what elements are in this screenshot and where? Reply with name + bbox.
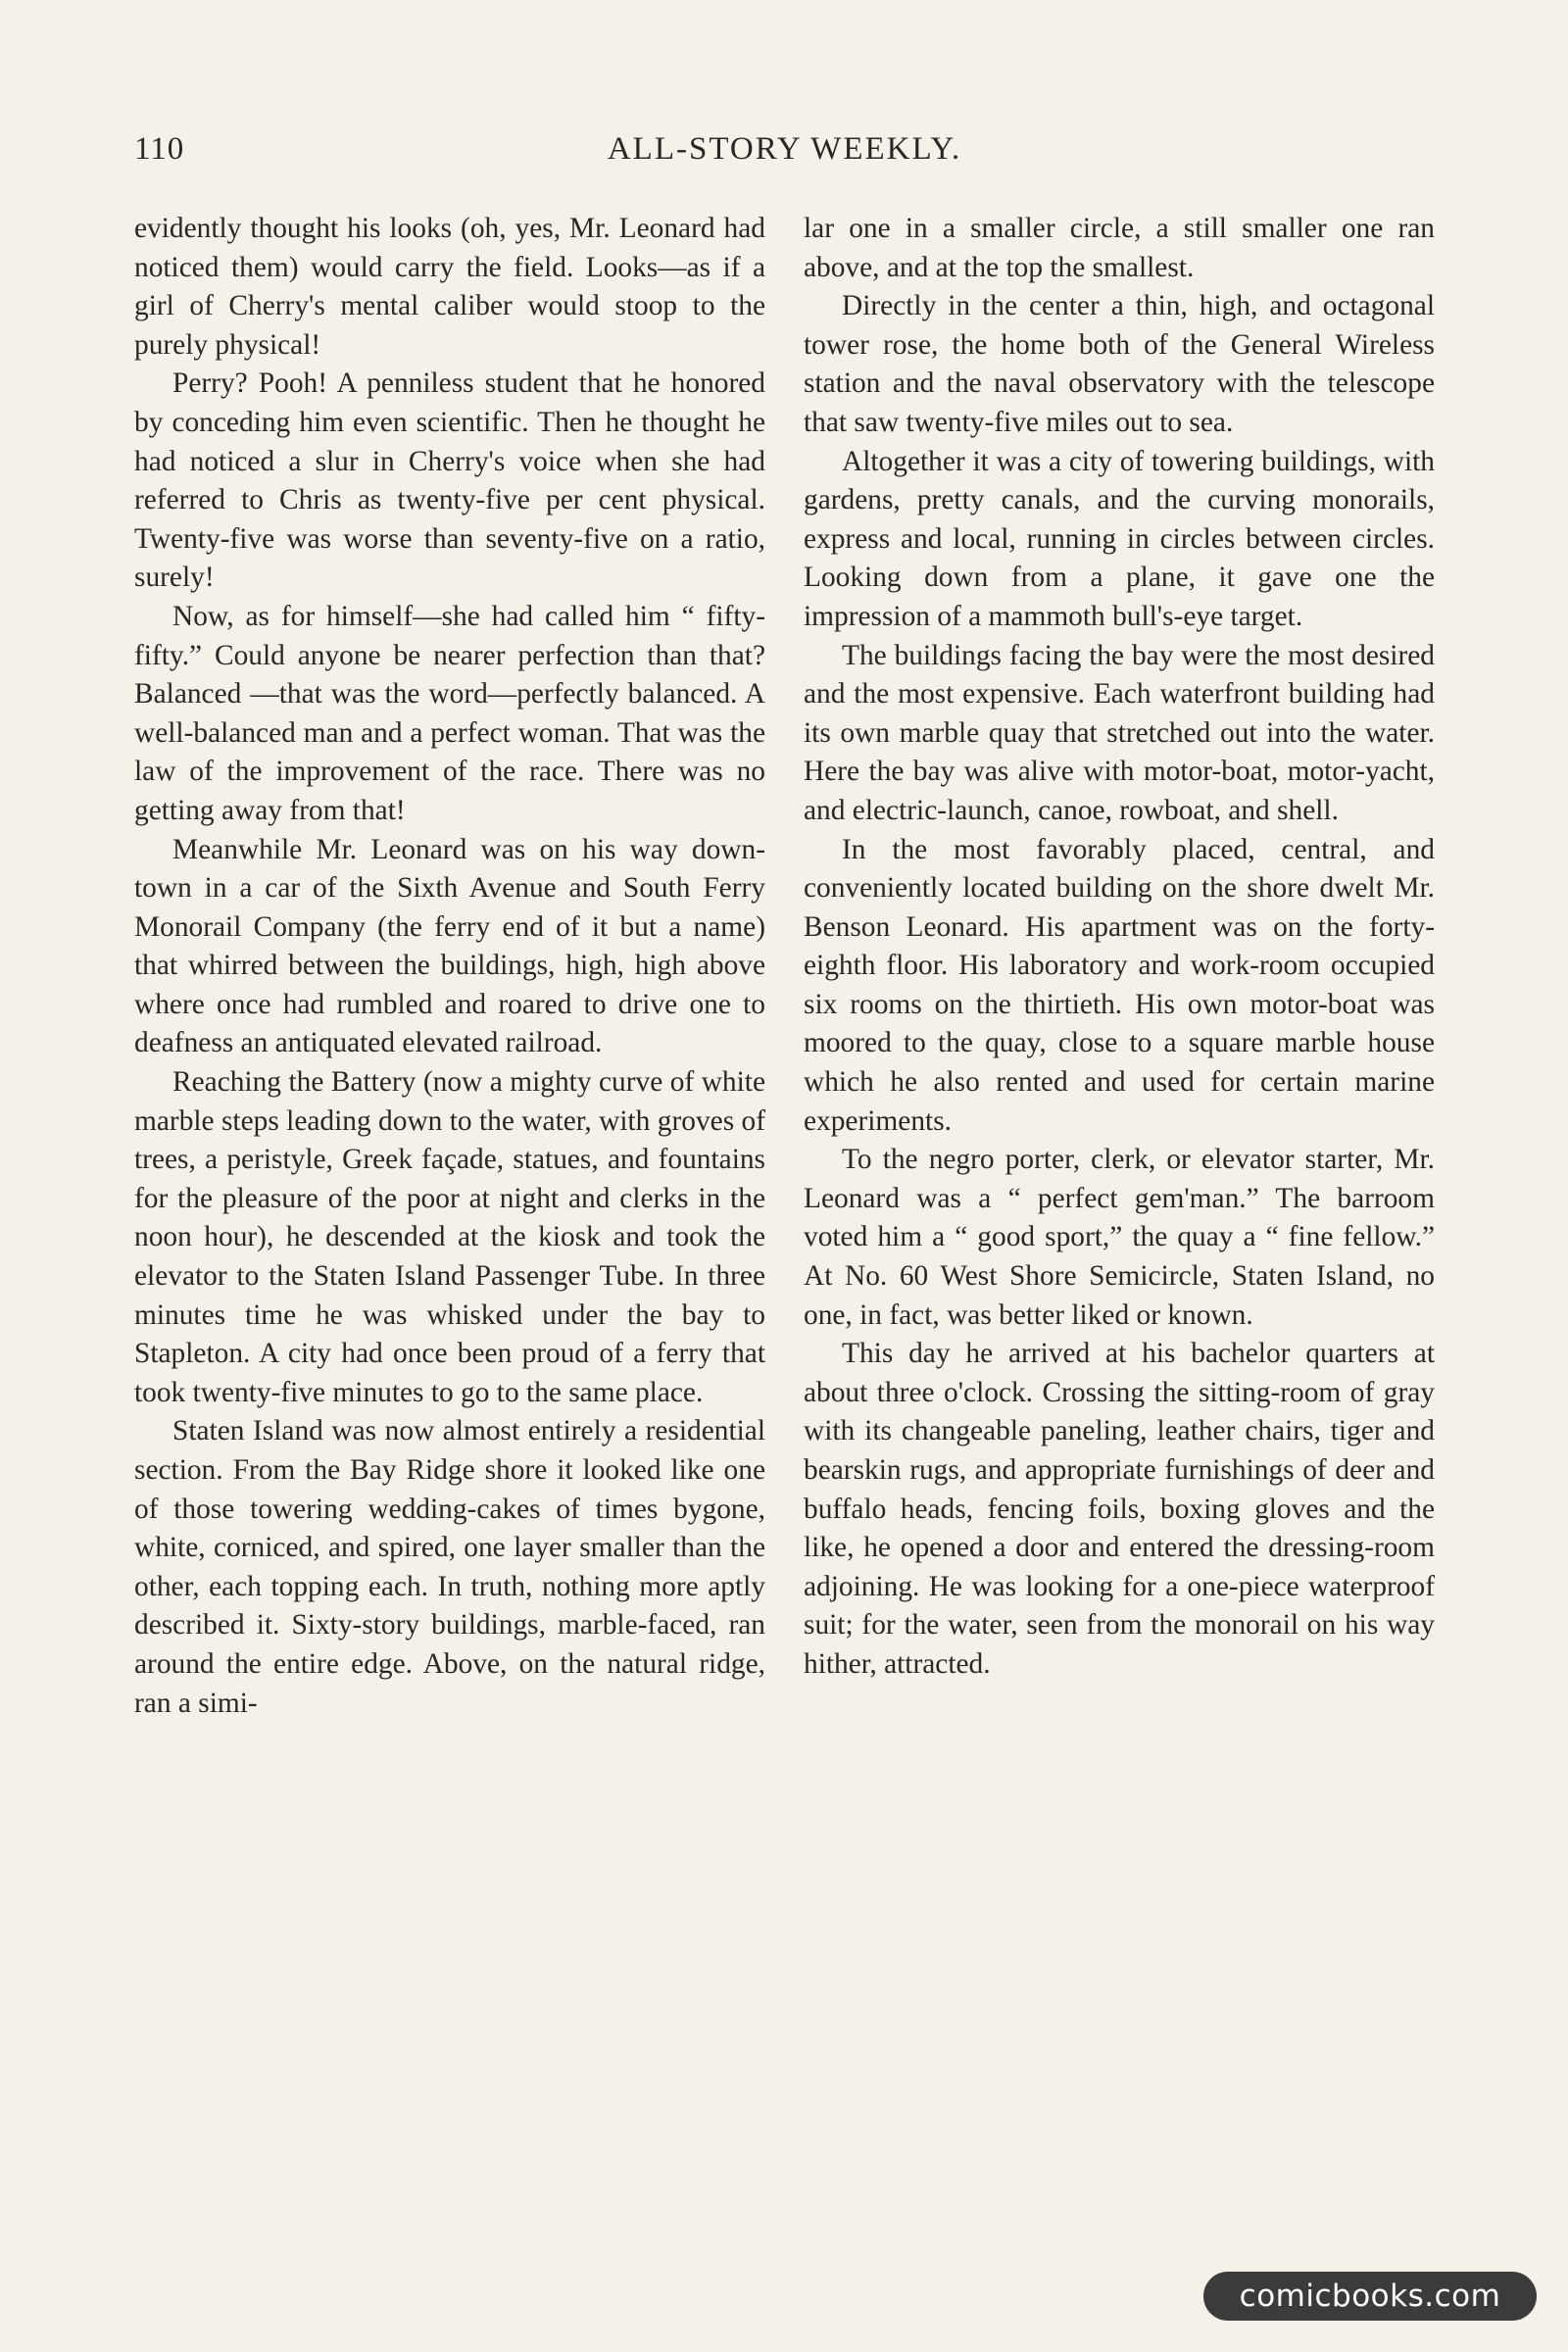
paragraph: To the negro porter, clerk, or elevator starter, Mr. Leonard was a “ perfect gem'man.” The barroom voted him a “ good sport,” the quay a “ fine fellow.” At No. 60 West Shore Semicircle, Staten Island, no one, in fact, was better liked or known.: [804, 1144, 1435, 1331]
paragraph: Now, as for himself—she had called him “ fifty-fifty.” Could anyone be nearer perfection than that? Balanced —that was the word—perfectly balanced. A well-balanced man and a perfect woman. That was the law of the improvement of the race. There was no getting away from that!: [134, 600, 765, 826]
paragraph: lar one in a smaller circle, a still smaller one ran above, and at the top the smallest.: [804, 213, 1435, 283]
paragraph: This day he arrived at his bachelor quarters at about three o'clock. Crossing the sitting-room of gray with its changeable paneling, leather chairs, tiger and bearskin rugs, and appropriate furnishings of deer and buffalo heads, fencing foils, boxing gloves and the like, he opened a door and entered the dressing-room adjoining. He was looking for a one-piece waterproof suit; for the water, seen from the monorail on his way hither, attracted.: [804, 1338, 1435, 1680]
paragraph: Altogether it was a city of towering buildings, with gardens, pretty canals, and the curving monorails, express and local, running in circles between circles. Looking down from a plane, it gave one the impression of a mammoth bull's-eye target.: [804, 445, 1435, 632]
page-number: 110: [134, 131, 185, 167]
paragraph: The buildings facing the bay were the most desired and the most expensive. Each waterfront building had its own marble quay that stretched out into the water. Here the bay was alive with motor-boat, motor-yacht, and electric-launch, canoe, rowboat, and shell.: [804, 639, 1435, 826]
paragraph: Perry? Pooh! A penniless student that he honored by conceding him even scientific. Then he thought he had noticed a slur in Cherry's voice when she had referred to Chris as twenty-five per cent physical. Twenty-five was worse than seventy-five on a ratio, surely!: [134, 368, 765, 594]
paragraph: Directly in the center a thin, high, and octagonal tower rose, the home both of the General Wireless station and the naval observatory with the telescope that saw twenty-five miles out to sea.: [804, 290, 1435, 438]
running-title: ALL-STORY WEEKLY.: [607, 131, 962, 167]
left-column: [134, 210, 765, 1723]
right-column: [804, 210, 1435, 1685]
paragraph: In the most favorably placed, central, and conveniently located building on the shore dwelt Mr. Benson Leonard. His apartment was on the forty-eighth floor. His laboratory and work-room occupied six rooms on the thirtieth. His own motor-boat was moored to the quay, close to a square marble house which he also rented and used for certain marine experiments.: [804, 833, 1435, 1137]
paragraph: Reaching the Battery (now a mighty curve of white marble steps leading down to the water, with groves of trees, a peristyle, Greek façade, statues, and fountains for the pleasure of the poor at night and clerks in the noon hour), he descended at the kiosk and took the elevator to the Staten Island Passenger Tube. In three minutes time he was whisked under the bay to Stapleton. A city had once been proud of a ferry that took twenty-five minutes to go to the same place.: [134, 1066, 765, 1408]
site-watermark: comicbooks.com: [1203, 2272, 1537, 2321]
paragraph: Staten Island was now almost entirely a residential section. From the Bay Ridge shore it looked like one of those towering wedding-cakes of times bygone, white, corniced, and spired, one layer smaller than the other, each topping each. In truth, nothing more aptly described it. Sixty-story buildings, marble-faced, ran around the entire edge. Above, on the natural ridge, ran a simi-: [134, 1415, 765, 1719]
paragraph: Meanwhile Mr. Leonard was on his way down-town in a car of the Sixth Avenue and South Ferry Monorail Company (the ferry end of it but a name) that whirred between the buildings, high, high above where once had rumbled and roared to drive one to deafness an antiquated elevated railroad.: [134, 833, 765, 1059]
page-header: [134, 131, 1435, 180]
paragraph: evidently thought his looks (oh, yes, Mr. Leonard had noticed them) would carry the field. Looks—as if a girl of Cherry's mental caliber would stoop to the purely physical!: [134, 213, 765, 361]
